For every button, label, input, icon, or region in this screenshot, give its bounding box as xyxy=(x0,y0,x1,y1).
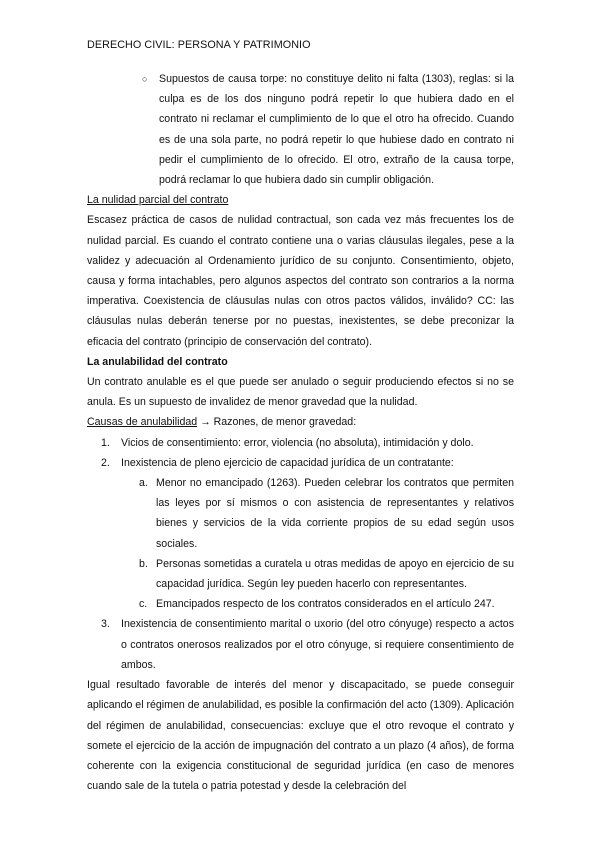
nulidad-parcial-paragraph: Escasez práctica de casos de nulidad contractual, son cada vez más frecuentes los de nulidad parcial. Es cuando el contrato contiene una o varias cláusulas ilegales, pese a la validez y adecuación al Ordenamiento jurídico de su conjunto. Consentimiento, objeto, causa y forma intachables, pero algunos aspectos del contrato son contrarios a la norma imperativa. Coexistencia de cláusulas nulas con otros pactos válidos, inválido? CC: las cláusulas nulas deberán tenerse por no puestas, inexistentes, se debe preconizar la eficacia del contrato (principio de conservación del contrato). xyxy=(87,214,514,348)
list-item xyxy=(101,433,514,453)
sub-list-text: Menor no emancipado (1263). Pueden celebrar los contratos que permiten las leyes por sí mismos o con asistencia de representantes y relativos bienes y servicios de la vida corriente propios de su edad según usos sociales. xyxy=(156,477,514,550)
sub-list-letter: c. xyxy=(139,598,148,611)
list-item xyxy=(101,453,514,473)
causas-label: Causas de anulabilidad xyxy=(87,416,198,429)
list-text: Vicios de consentimiento: error, violencia (no absoluta), intimidación y dolo. xyxy=(121,436,474,449)
causas-line xyxy=(87,412,514,432)
sub-list-item xyxy=(139,473,514,554)
sub-list-text: Emancipados respecto de los contratos considerados en el artículo 247. xyxy=(156,598,495,611)
list-text: Inexistencia de consentimiento marital o uxorio (del otro cónyuge) respecto a actos o contratos onerosos realizados por el otro cónyuge, si requiere consentimiento de ambos. xyxy=(121,618,514,671)
sub-list-letter: a. xyxy=(139,477,148,490)
document-body xyxy=(87,69,514,796)
anulabilidad-intro: Un contrato anulable es el que puede ser anulado o seguir produciendo efectos si no se anula. Es un supuesto de invalidez de menor gravedad que la nulidad. xyxy=(87,376,514,409)
nulidad-parcial-heading: La nulidad parcial del contrato xyxy=(87,194,229,207)
list-number: 1. xyxy=(101,436,110,449)
sub-list-letter: b. xyxy=(139,557,148,570)
list-number: 3. xyxy=(101,618,110,631)
sub-list-text: Personas sometidas a curatela u otras medidas de apoyo en ejercicio de su capacidad jurídica. Según ley pueden hacerlo con representantes. xyxy=(156,557,514,591)
page-header: DERECHO CIVIL: PERSONA Y PATRIMONIO xyxy=(87,39,311,51)
sub-list-item xyxy=(139,594,514,614)
causa-torpe-text: Supuestos de causa torpe: no constituye delito ni falta (1303), reglas: si la culpa es de los dos ninguno podrá repetir lo que hubiera dado en el contrato ni reclamar el cumplimiento de lo que el otro ha ofrecido. Cuando es de una sola parte, no podrá repetir lo que hubiese dado en contrato ni pedir el cumplimiento de lo ofrecido. El otro, extraño de la causa torpe, podrá reclamar lo que hubiera dado sin cumplir obligación. xyxy=(159,73,514,187)
causas-rest: → Razones, de menor gravedad: xyxy=(197,416,357,429)
list-text: Inexistencia de pleno ejercicio de capacidad jurídica de un contratante: xyxy=(121,456,454,469)
list-item xyxy=(101,614,514,675)
anulabilidad-heading: La anulabilidad del contrato xyxy=(87,355,228,368)
hollow-bullet-icon: ○ xyxy=(142,74,148,84)
list-number: 2. xyxy=(101,456,110,469)
sub-list-item xyxy=(139,554,514,594)
causa-torpe-bullet xyxy=(142,69,514,190)
anulabilidad-closing-paragraph: Igual resultado favorable de interés del menor y discapacitado, se puede conseguir aplicando el régimen de anulabilidad, es posible la confirmación del acto (1309). Aplicación del régimen de anulabilidad, consecuencias: excluye que el otro revoque el contrato y somete el ejercicio de la acción de impugnación del contrato a un plazo (4 años), de forma coherente con la exigencia constitucional de seguridad jurídica (en caso de menores cuando sale de la tutela o patria potestad y desde la celebración del xyxy=(87,679,514,793)
